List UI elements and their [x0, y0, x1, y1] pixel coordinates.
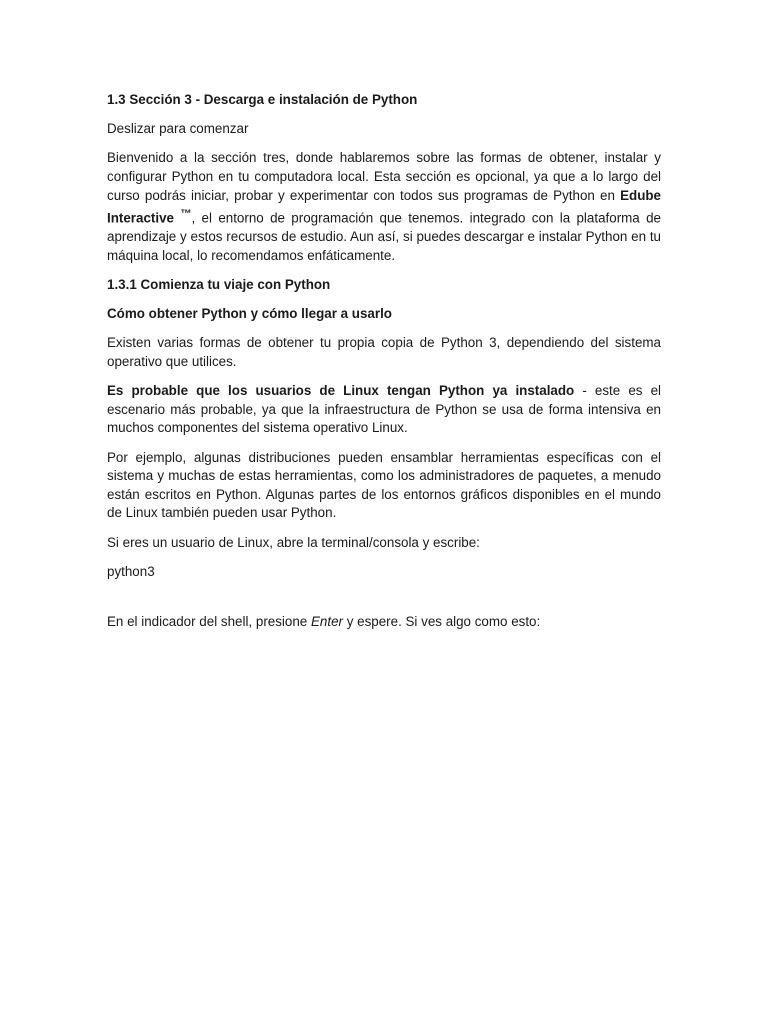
intro-text-1: Bienvenido a la sección tres, donde hablaremos sobre las formas de obtener, instalar y configurar Python en tu computadora local. Esta sección es opcional, ya que a lo largo del curso podrás iniciar, probar y experimentar con todos sus programas de Python en [107, 150, 661, 203]
enter-key-text: Enter [310, 613, 343, 629]
edube-brand: Edube Interactive [107, 187, 661, 226]
trademark-symbol: ™ [180, 208, 192, 221]
ways-paragraph: Existen varias formas de obtener tu propia copia de Python 3, dependiendo del sistema operativo que utilices. [107, 335, 661, 369]
command-text: python3 [107, 563, 155, 579]
linux-bold-text: Es probable que los usuarios de Linux tengan Python ya instalado [107, 383, 575, 399]
slide-prompt: Deslizar para comenzar [107, 121, 249, 137]
linux-paragraph [107, 382, 661, 438]
terminal-paragraph: Si eres un usuario de Linux, abre la terminal/consola y escribe: [107, 534, 480, 550]
section-heading: 1.3 Sección 3 - Descarga e instalación de Python [107, 92, 418, 107]
example-paragraph: Por ejemplo, algunas distribuciones pueden ensamblar herramientas específicas con el sistema y muchas de estas herramientas, como los administradores de paquetes, a menudo están escritos en Python. Algunas partes de los entornos gráficos disponibles en el mundo de Linux también pueden usar Python. [107, 449, 661, 521]
blank-line [107, 592, 661, 613]
subsection-heading: 1.3.1 Comienza tu viaje con Python [107, 277, 331, 292]
document-body [107, 91, 661, 642]
shell-text-1: En el indicador del shell, presione [107, 613, 311, 629]
shell-paragraph [107, 613, 661, 632]
shell-text-2: y espere. Si ves algo como esto: [342, 613, 541, 629]
question-heading: Cómo obtener Python y cómo llegar a usarlo [107, 306, 392, 322]
linux-rest-text: - este es el escenario más probable, ya que la infraestructura de Python se usa de forma intensiva en muchos componentes del sistema operativo Linux. [107, 383, 661, 436]
intro-paragraph [107, 149, 661, 265]
intro-text-2: , el entorno de programación que tenemos. integrado con la plataforma de aprendizaje y estos recursos de estudio. Aun así, si puedes descargar e instalar Python en tu máquina local, lo recomendamos enfáticamente. [107, 210, 661, 263]
